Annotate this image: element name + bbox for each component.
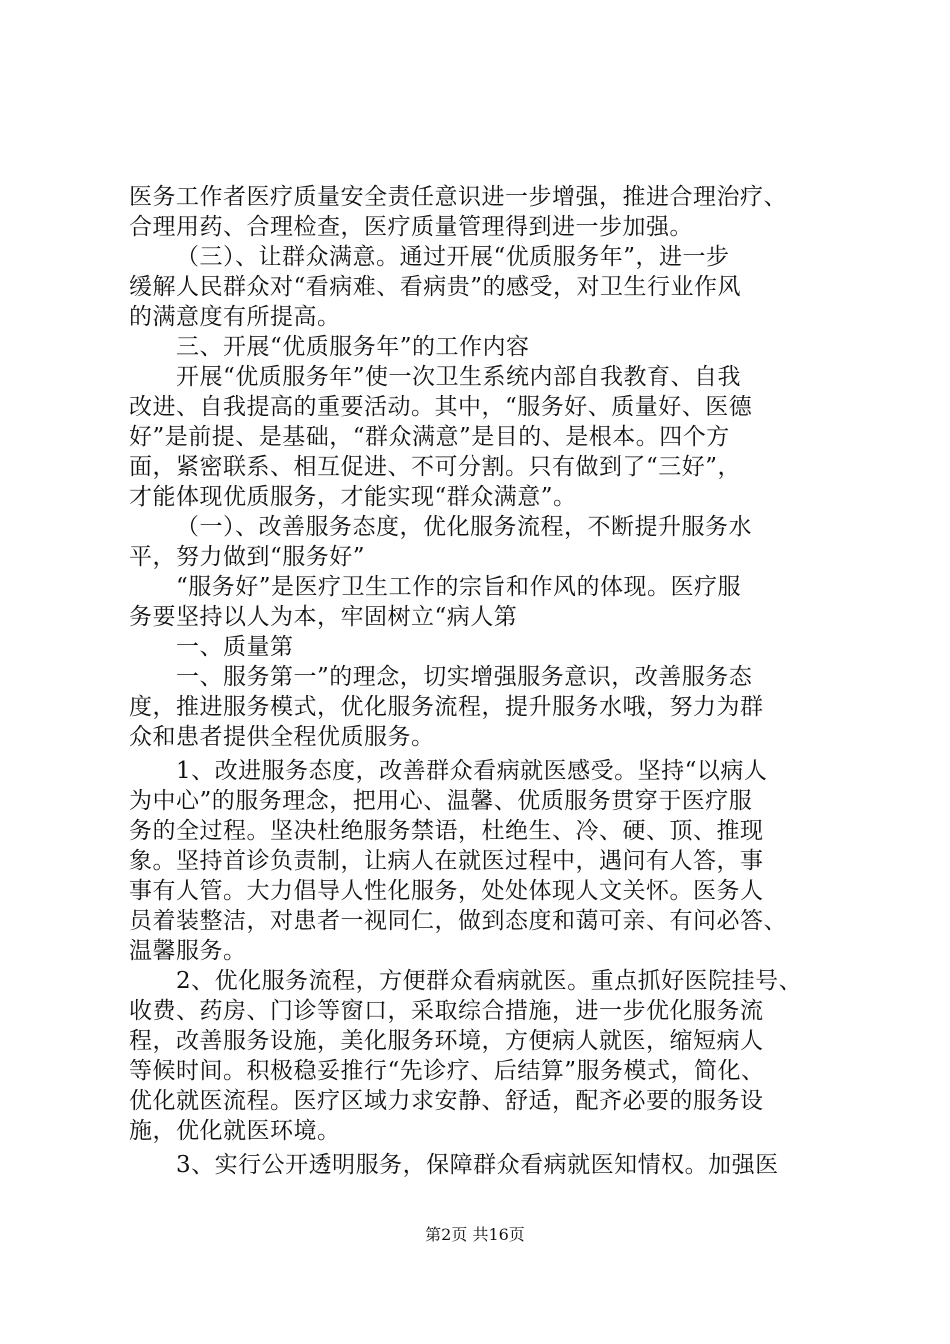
body-text-line: 程，改善服务设施，美化服务环境，方便病人就医，缩短病人	[129, 1028, 764, 1054]
body-text-line: 度，推进服务模式，优化服务流程，提升服务水哦，努力为群	[129, 694, 764, 720]
body-text-line: 2、优化服务流程，方便群众看病就医。重点抓好医院挂号、	[176, 968, 803, 994]
body-text-line: 合理用药、合理检查，医疗质量管理得到进一步加强。	[129, 214, 693, 240]
body-text-line: （一）、改善服务态度，优化服务流程，不断提升服务水	[176, 514, 752, 540]
body-text-line: （三）、让群众满意。通过开展“优质服务年”，进一步	[176, 244, 730, 270]
body-text-line: 员着装整洁，对患者一视同仁，做到态度和蔼可亲、有问必答、	[129, 908, 787, 934]
body-text-line: 1、改进服务态度，改善群众看病就医感受。坚持“以病人	[176, 758, 768, 784]
body-text-line: 收费、药房、门诊等窗口，采取综合措施，进一步优化服务流	[129, 998, 764, 1024]
body-text-line: 众和患者提供全程优质服务。	[129, 724, 435, 750]
section-heading: 三、开展“优质服务年”的工作内容	[176, 334, 530, 360]
body-text-line: 才能体现优质服务，才能实现“群众满意”。	[129, 484, 577, 510]
body-text-line: 好”是前提、是基础，“群众满意”是目的、是根本。四个方	[129, 424, 730, 450]
body-text-line: 施，优化就医环境。	[129, 1118, 341, 1144]
body-text-line: 面，紧密联系、相互促进、不可分割。只有做到了“三好”，	[129, 454, 742, 480]
body-text-line: 一、服务第一”的理念，切实增强服务意识，改善服务态	[176, 664, 753, 690]
body-text-line: 为中心”的服务理念，把用心、温馨、优质服务贯穿于医疗服	[129, 788, 753, 814]
body-text-line: 医务工作者医疗质量安全责任意识进一步增强，推进合理治疗、	[129, 184, 787, 210]
body-text-line: 平，努力做到“服务好”	[129, 544, 366, 570]
body-text-line: 开展“优质服务年”使一次卫生系统内部自我教育、自我	[176, 364, 742, 390]
body-text-line: “服务好”是医疗卫生工作的宗旨和作风的体现。医疗服	[176, 574, 742, 600]
body-text-line: 事有人管。大力倡导人性化服务，处处体现人文关怀。医务人	[129, 878, 764, 904]
body-text-line: 的满意度有所提高。	[129, 304, 341, 330]
body-text-line: 等候时间。积极稳妥推行“先诊疗、后结算”服务模式，简化、	[129, 1058, 765, 1084]
body-text-line: 务的全过程。坚决杜绝服务禁语，杜绝生、冷、硬、顶、推现	[129, 818, 764, 844]
body-text-line: 改进、自我提高的重要活动。其中，“服务好、质量好、医德	[129, 394, 753, 420]
body-text-line: 一、质量第	[176, 634, 294, 660]
body-text-line: 温馨服务。	[129, 938, 247, 964]
page-number-footer: 第2页 共16页	[425, 1225, 525, 1244]
body-text-line: 务要坚持以人为本，牢固树立“病人第	[129, 604, 518, 630]
body-text-line: 缓解人民群众对“看病难、看病贵”的感受，对卫生行业作风	[129, 274, 742, 300]
body-text-line: 象。坚持首诊负责制，让病人在就医过程中，遇问有人答，事	[129, 848, 764, 874]
body-text-line: 3、实行公开透明服务，保障群众看病就医知情权。加强医	[176, 1152, 779, 1178]
body-text-line: 优化就医流程。医疗区域力求安静、舒适，配齐必要的服务设	[129, 1088, 764, 1114]
